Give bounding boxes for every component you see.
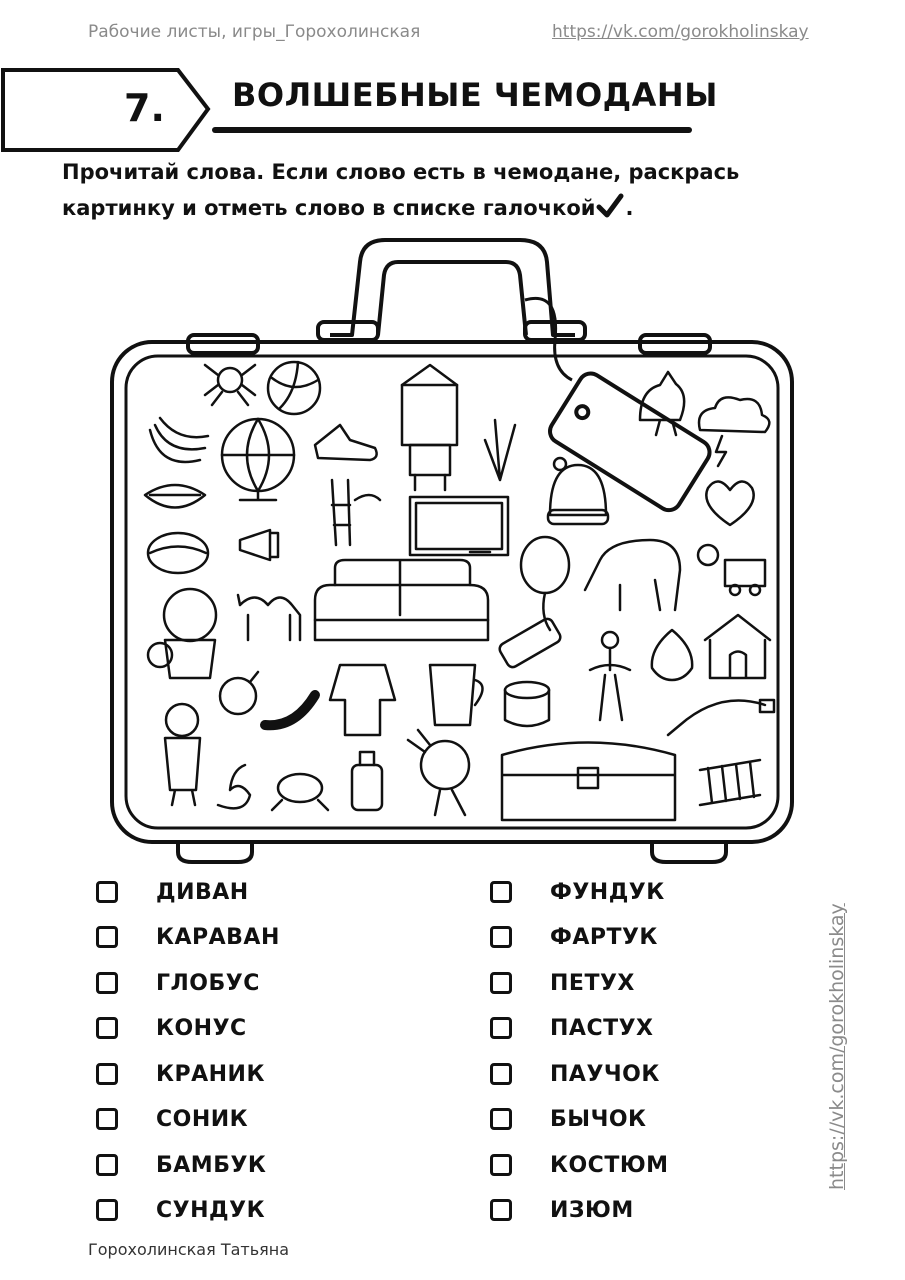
checkbox[interactable]: [96, 926, 118, 948]
word-label: ИЗЮМ: [550, 1197, 634, 1223]
list-item[interactable]: [96, 1145, 266, 1185]
list-item[interactable]: [490, 1190, 634, 1230]
knit-hat-picture: [548, 458, 608, 524]
word-label: ПАСТУХ: [550, 1015, 654, 1041]
word-label: ПАУЧОК: [550, 1061, 660, 1087]
word-label: ГЛОБУС: [156, 970, 260, 996]
checkbox[interactable]: [490, 1063, 512, 1085]
checkbox[interactable]: [96, 1199, 118, 1221]
checkbox[interactable]: [490, 881, 512, 903]
bamboo-picture: [332, 480, 380, 545]
list-item[interactable]: [96, 1099, 248, 1139]
frog-picture: [272, 774, 328, 810]
word-label: БАМБУК: [156, 1152, 267, 1178]
list-item[interactable]: [490, 1099, 647, 1139]
chalkboard-picture: [410, 497, 508, 555]
rooster-picture: [640, 372, 684, 435]
word-label: БЫЧОК: [550, 1106, 647, 1132]
checkbox[interactable]: [96, 1154, 118, 1176]
suit-picture: [330, 665, 395, 735]
list-item[interactable]: [490, 1145, 669, 1185]
bananas-picture: [150, 418, 208, 462]
sausage-picture: [265, 695, 315, 725]
shell-picture: [148, 533, 208, 573]
chest-picture: [502, 743, 675, 821]
megaphone-picture: [240, 530, 278, 560]
heart-picture: [706, 481, 753, 525]
checkbox[interactable]: [490, 1108, 512, 1130]
checkbox[interactable]: [96, 1063, 118, 1085]
list-item[interactable]: [490, 1008, 654, 1048]
checkbox[interactable]: [96, 972, 118, 994]
checkbox[interactable]: [96, 1108, 118, 1130]
task-number: 7.: [124, 86, 165, 130]
checkbox[interactable]: [96, 881, 118, 903]
list-item[interactable]: [96, 872, 249, 912]
onion-picture: [652, 630, 692, 680]
ballerina-picture: [590, 632, 630, 720]
boy-picture: [148, 589, 216, 678]
toys-picture: [698, 545, 765, 595]
word-label: ПЕТУХ: [550, 970, 635, 996]
checkbox[interactable]: [490, 972, 512, 994]
sonic-picture: [408, 730, 469, 815]
header-left-text: Рабочие листы, игры_Горохолинская: [88, 22, 421, 42]
list-item[interactable]: [96, 1054, 265, 1094]
figure-picture: [165, 704, 200, 805]
list-item[interactable]: [96, 917, 280, 957]
storm-cloud-picture: [699, 397, 769, 466]
pills-picture: [498, 617, 563, 670]
checkbox[interactable]: [490, 926, 512, 948]
checkbox[interactable]: [96, 1017, 118, 1039]
checkbox[interactable]: [490, 1154, 512, 1176]
word-label: ФУНДУК: [550, 879, 665, 905]
word-label: КРАНИК: [156, 1061, 265, 1087]
doghouse-picture: [705, 615, 770, 678]
checkbox[interactable]: [490, 1199, 512, 1221]
word-label: СУНДУК: [156, 1197, 266, 1223]
mug-picture: [430, 665, 483, 725]
header-link[interactable]: https://vk.com/gorokholinskay: [552, 22, 809, 42]
instruction-end: .: [625, 196, 634, 220]
drum-picture: [505, 682, 549, 726]
checkbox[interactable]: [490, 1017, 512, 1039]
balloon-picture: [521, 537, 569, 630]
page-title: ВОЛШЕБНЫЕ ЧЕМОДАНЫ: [232, 76, 718, 114]
plug-picture: [668, 700, 774, 735]
instruction-line-2: картинку и отметь слово в списке галочкой: [62, 196, 596, 220]
list-item[interactable]: [490, 872, 665, 912]
sneakers-picture: [315, 425, 377, 460]
list-item[interactable]: [96, 1190, 265, 1230]
instruction-line-1: Прочитай слова. Если слово есть в чемодане, раскрась: [62, 160, 740, 184]
globe-picture: [222, 419, 294, 500]
sofa-picture: [315, 560, 488, 640]
list-item[interactable]: [96, 1008, 247, 1048]
xylophone-picture: [700, 760, 760, 805]
nutcracker-picture: [402, 365, 457, 490]
bottle-picture: [352, 752, 382, 810]
ball-picture: [268, 362, 320, 414]
list-item[interactable]: [490, 1054, 660, 1094]
camel-picture: [238, 595, 300, 640]
bull-picture: [585, 540, 680, 610]
spider-picture: [205, 365, 255, 405]
word-label: КОНУС: [156, 1015, 247, 1041]
word-label: ФАРТУК: [550, 924, 658, 950]
word-label: ДИВАН: [156, 879, 249, 905]
word-label: КАРАВАН: [156, 924, 280, 950]
list-item[interactable]: [490, 963, 635, 1003]
lips-picture: [145, 485, 205, 508]
list-item[interactable]: [490, 917, 658, 957]
branches-picture: [485, 420, 515, 480]
side-link[interactable]: https://vk.com/gorokholinskay: [826, 903, 848, 1190]
footer-author: Горохолинская Татьяна: [88, 1240, 290, 1259]
word-label: СОНИК: [156, 1106, 249, 1132]
snake-picture: [218, 765, 250, 808]
bomb-picture: [220, 672, 258, 714]
list-item[interactable]: [96, 963, 260, 1003]
word-label: КОСТЮМ: [550, 1152, 669, 1178]
